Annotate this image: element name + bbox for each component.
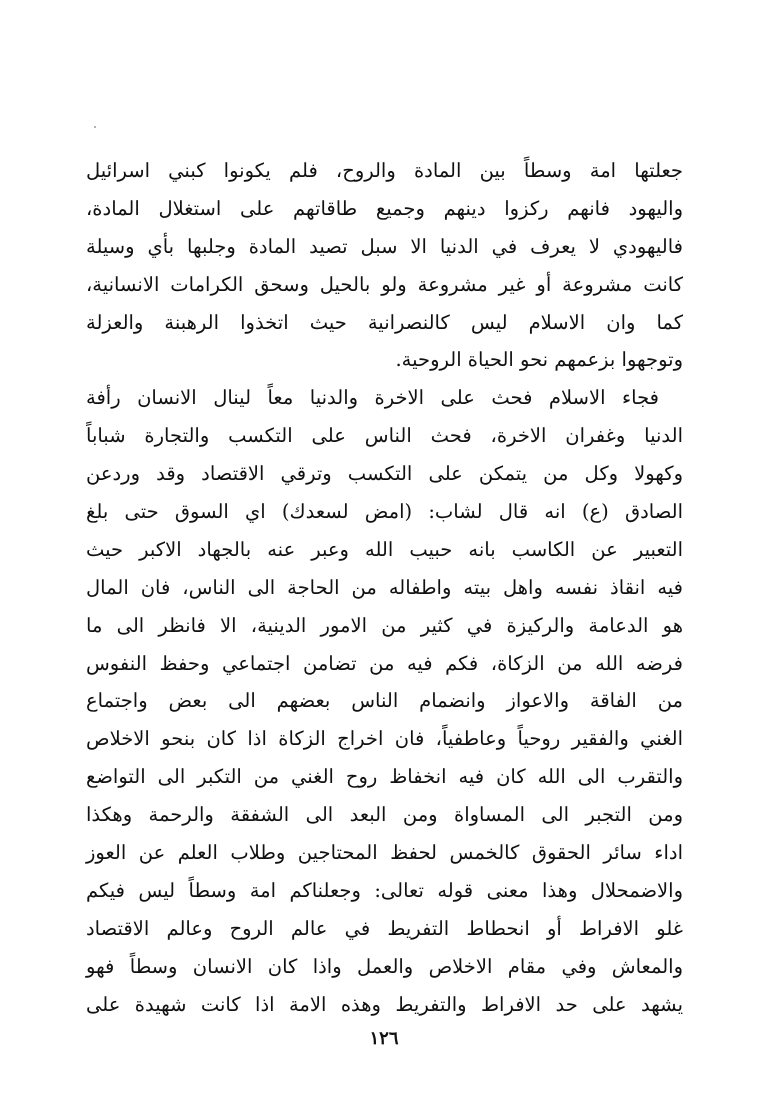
text-line: واليهود فانهم ركزوا دينهم وجميع طاقاتهم على استغلال المادة،: [86, 196, 683, 220]
text-line: الغني والفقير روحياً وعاطفياً، فان اخراج الزكاة اذا كان بنحو الاخلاص: [86, 727, 683, 751]
text-line: والاضمحلال وهذا معنى قوله تعالى: وجعلناكم امة وسطاً ليس فيكم: [86, 878, 683, 902]
text-line: الصادق (ع) انه قال لشاب: (امض لسعدك) اي السوق حتى بلغ: [86, 500, 683, 524]
text-line: كما وان الاسلام ليس كالنصرانية حيث اتخذوا الرهبنة والعزلة: [86, 310, 683, 334]
text-line: التعبير عن الكاسب بانه حبيب الله وعبر عنه بالجهاد الاكبر حيث: [86, 537, 683, 561]
text-line: اداء سائر الحقوق كالخمس لحفظ المحتاجين وطلاب العلم عن العوز: [86, 841, 683, 865]
text-line: فاليهودي لا يعرف في الدنيا الا سبل تصيد المادة وجلبها بأي وسيلة: [86, 234, 683, 258]
text-line: ومن التجبر الى المساواة ومن البعد الى الشفقة والرحمة وهكذا: [86, 803, 683, 827]
page-number: ١٢٦: [369, 1028, 399, 1049]
text-line: فيه انقاذ نفسه واهل بيته واطفاله من الحاجة الى الناس، فان المال: [86, 575, 683, 599]
page-body-text: [86, 152, 683, 1023]
text-line: يشهد على حد الافراط والتفريط وهذه الامة اذا كانت شهيدة على: [86, 992, 683, 1016]
text-line: جعلتها امة وسطاً بين المادة والروح، فلم يكونوا كبني اسرائيل: [86, 159, 683, 182]
text-line: هو الدعامة والركيزة في كثير من الامور الدينية، الا فانظر الى ما: [86, 613, 683, 637]
stray-ink-mark: [94, 126, 96, 128]
text-line: والتقرب الى الله كان فيه انخفاظ روح الغني من التكبر الى التواضع: [86, 765, 683, 789]
text-line: فجاء الاسلام فحث على الاخرة والدنيا معاً لينال الانسان رأفة: [86, 386, 659, 410]
text-line: وتوجهوا بزعمهم نحو الحياة الروحية.: [395, 348, 683, 372]
text-line: وكهولا وكل من يتمكن على التكسب وترقي الاقتصاد وقد وردعن: [86, 462, 683, 486]
text-line: الدنيا وغفران الاخرة، فحث الناس على التكسب والتجارة شباباً: [86, 424, 683, 448]
text-line: والمعاش وفي مقام الاخلاص والعمل واذا كان الانسان وسطاً فهو: [86, 954, 683, 978]
text-line: من الفاقة والاعواز وانضمام الناس بعضهم الى بعض واجتماع: [86, 689, 683, 713]
text-line: كانت مشروعة أو غير مشروعة ولو بالحيل وسحق الكرامات الانسانية،: [86, 272, 683, 296]
text-line: فرضه الله من الزكاة، فكم فيه من تضامن اجتماعي وحفظ النفوس: [86, 651, 683, 675]
text-line: غلو الافراط أو انحطاط التفريط في عالم الروح وعالم الاقتصاد: [86, 916, 683, 940]
